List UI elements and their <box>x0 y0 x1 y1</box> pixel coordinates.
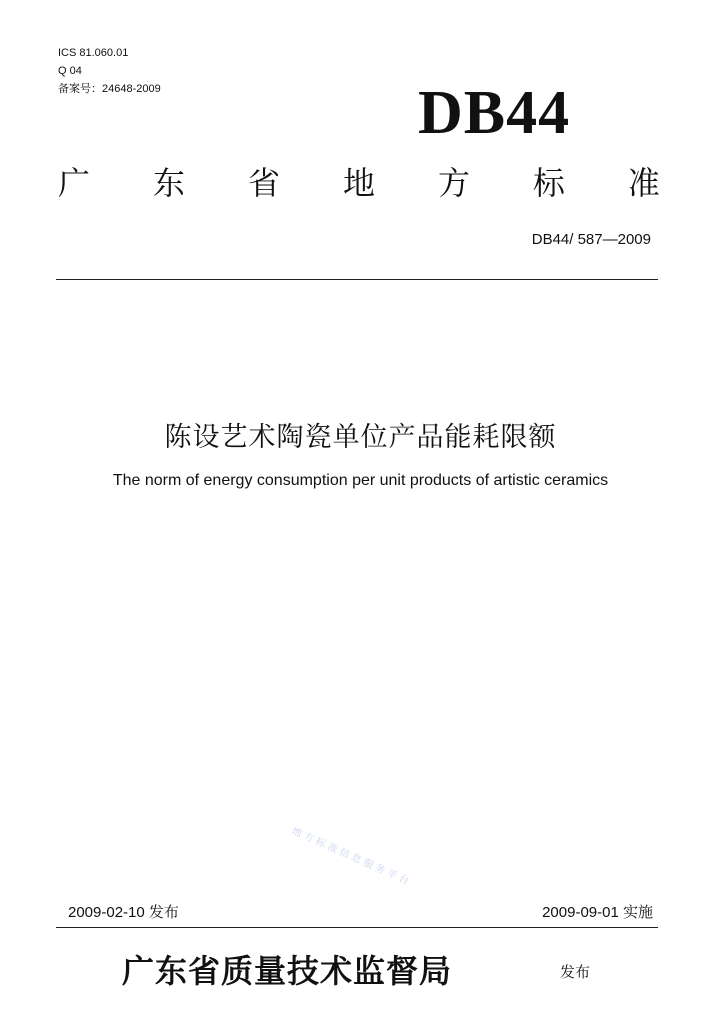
header-divider <box>56 279 658 280</box>
standard-type-char: 方 <box>437 164 470 202</box>
standard-type-char: 广 <box>58 164 91 202</box>
issue-label: 发布 <box>560 963 591 981</box>
filing-number: 备案号：24648-2009 <box>58 83 161 95</box>
issuing-authority: 广东省质量技术监督局 <box>122 952 453 990</box>
implement-date: 2009-09-01 实施 <box>542 904 653 921</box>
classification-code: Q 04 <box>58 65 82 77</box>
standard-code-logo: DB44 <box>418 79 571 147</box>
standard-type-char: 标 <box>532 164 565 202</box>
standard-type-char: 省 <box>247 164 280 202</box>
document-title-zh: 陈设艺术陶瓷单位产品能耗限额 <box>164 422 557 453</box>
meta-block <box>58 44 161 98</box>
standard-type-title <box>58 164 660 202</box>
standard-type-char: 地 <box>342 164 375 202</box>
standard-number: DB44/ 587—2009 <box>531 231 651 248</box>
document-title-en: The norm of energy consumption per unit products of artistic ceramics <box>112 472 609 489</box>
footer-divider <box>56 927 658 928</box>
ics-code: ICS 81.060.01 <box>58 47 129 59</box>
publish-date: 2009-02-10 发布 <box>68 904 179 921</box>
watermark-text: 地方标准信息服务平台 <box>289 825 414 889</box>
standard-type-char: 东 <box>152 164 185 202</box>
standard-type-char: 准 <box>627 164 660 202</box>
